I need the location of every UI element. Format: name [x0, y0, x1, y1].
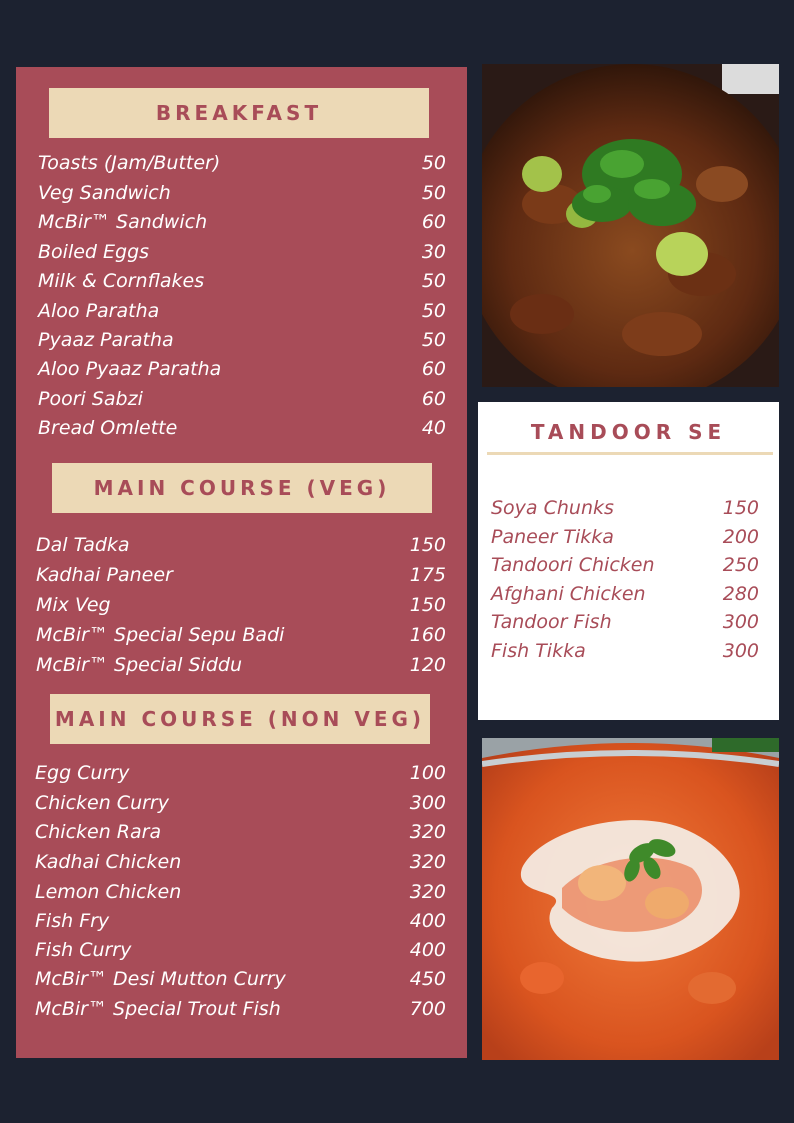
- item-price: 200: [722, 526, 759, 548]
- list-item: [35, 848, 446, 876]
- list-item: [36, 531, 446, 559]
- item-name: Toasts (Jam/Butter): [38, 152, 221, 174]
- item-price: 400: [409, 939, 446, 961]
- item-price: 160: [409, 624, 446, 646]
- item-name: Tandoori Chicken: [491, 554, 655, 576]
- item-name: Fish Fry: [35, 910, 110, 932]
- item-price: 300: [722, 611, 759, 633]
- breakfast-title: BREAKFAST: [155, 101, 323, 125]
- list-item: [491, 494, 759, 522]
- item-name: McBir™ Special Trout Fish: [35, 998, 281, 1020]
- menu-panel: [16, 67, 467, 1058]
- breakfast-header: [49, 88, 429, 138]
- main-veg-header: [52, 463, 432, 513]
- item-price: 280: [722, 583, 759, 605]
- item-name: McBir™ Special Siddu: [36, 654, 243, 676]
- item-name: Bread Omlette: [38, 417, 178, 439]
- item-name: Milk & Cornflakes: [38, 270, 205, 292]
- item-price: 50: [421, 270, 446, 292]
- list-item: [38, 326, 446, 354]
- item-name: McBir™ Special Sepu Badi: [36, 624, 285, 646]
- list-item: [36, 561, 446, 589]
- item-price: 50: [421, 152, 446, 174]
- item-name: Boiled Eggs: [38, 241, 150, 263]
- item-price: 60: [421, 388, 446, 410]
- item-price: 50: [421, 329, 446, 351]
- list-item: [491, 551, 759, 579]
- list-item: [38, 179, 446, 207]
- main-nonveg-header: [50, 694, 430, 744]
- divider: [487, 452, 773, 455]
- list-item: [35, 995, 446, 1023]
- item-name: Chicken Curry: [35, 792, 169, 814]
- item-name: Soya Chunks: [491, 497, 614, 519]
- item-name: Kadhai Chicken: [35, 851, 182, 873]
- item-name: Fish Tikka: [491, 640, 586, 662]
- item-name: Mix Veg: [36, 594, 111, 616]
- item-name: Paneer Tikka: [491, 526, 614, 548]
- item-price: 300: [722, 640, 759, 662]
- item-price: 30: [421, 241, 446, 263]
- item-price: 320: [409, 821, 446, 843]
- tandoor-title: TANDOOR SE: [530, 420, 727, 444]
- main-veg-title: MAIN COURSE (VEG): [93, 476, 391, 500]
- item-price: 100: [409, 762, 446, 784]
- item-name: Chicken Rara: [35, 821, 162, 843]
- item-price: 300: [409, 792, 446, 814]
- list-item: [38, 149, 446, 177]
- chicken-dish-photo: [482, 64, 779, 387]
- item-name: Aloo Pyaaz Paratha: [38, 358, 222, 380]
- chicken-dish-illustration: [482, 64, 779, 387]
- item-name: Egg Curry: [35, 762, 130, 784]
- list-item: [491, 580, 759, 608]
- item-name: Kadhai Paneer: [36, 564, 173, 586]
- item-name: Tandoor Fish: [491, 611, 612, 633]
- item-price: 175: [409, 564, 446, 586]
- item-price: 320: [409, 851, 446, 873]
- list-item: [35, 965, 446, 993]
- list-item: [36, 591, 446, 619]
- list-item: [491, 523, 759, 551]
- item-price: 120: [409, 654, 446, 676]
- item-price: 50: [421, 300, 446, 322]
- list-item: [491, 637, 759, 665]
- item-price: 150: [409, 534, 446, 556]
- item-price: 150: [409, 594, 446, 616]
- item-price: 700: [409, 998, 446, 1020]
- item-price: 450: [409, 968, 446, 990]
- main-nonveg-title: MAIN COURSE (NON VEG): [54, 707, 426, 731]
- item-name: Afghani Chicken: [491, 583, 646, 605]
- item-price: 320: [409, 881, 446, 903]
- list-item: [35, 907, 446, 935]
- item-price: 150: [722, 497, 759, 519]
- list-item: [35, 789, 446, 817]
- item-name: McBir™ Desi Mutton Curry: [35, 968, 286, 990]
- list-item: [36, 651, 446, 679]
- list-item: [38, 208, 446, 236]
- list-item: [38, 297, 446, 325]
- item-name: Aloo Paratha: [38, 300, 160, 322]
- item-price: 250: [722, 554, 759, 576]
- item-name: Fish Curry: [35, 939, 132, 961]
- list-item: [38, 238, 446, 266]
- list-item: [36, 621, 446, 649]
- list-item: [38, 385, 446, 413]
- list-item: [38, 267, 446, 295]
- item-price: 50: [421, 182, 446, 204]
- paneer-curry-photo: [482, 738, 779, 1060]
- list-item: [35, 936, 446, 964]
- item-name: McBir™ Sandwich: [38, 211, 208, 233]
- item-name: Pyaaz Paratha: [38, 329, 174, 351]
- item-price: 40: [421, 417, 446, 439]
- list-item: [35, 878, 446, 906]
- list-item: [38, 414, 446, 442]
- item-price: 60: [421, 211, 446, 233]
- item-name: Poori Sabzi: [38, 388, 143, 410]
- paneer-curry-illustration: [482, 738, 779, 1060]
- item-price: 400: [409, 910, 446, 932]
- tandoor-panel: [478, 402, 779, 720]
- list-item: [35, 759, 446, 787]
- item-name: Lemon Chicken: [35, 881, 182, 903]
- list-item: [491, 608, 759, 636]
- item-name: Veg Sandwich: [38, 182, 171, 204]
- item-price: 60: [421, 358, 446, 380]
- item-name: Dal Tadka: [36, 534, 130, 556]
- list-item: [38, 355, 446, 383]
- list-item: [35, 818, 446, 846]
